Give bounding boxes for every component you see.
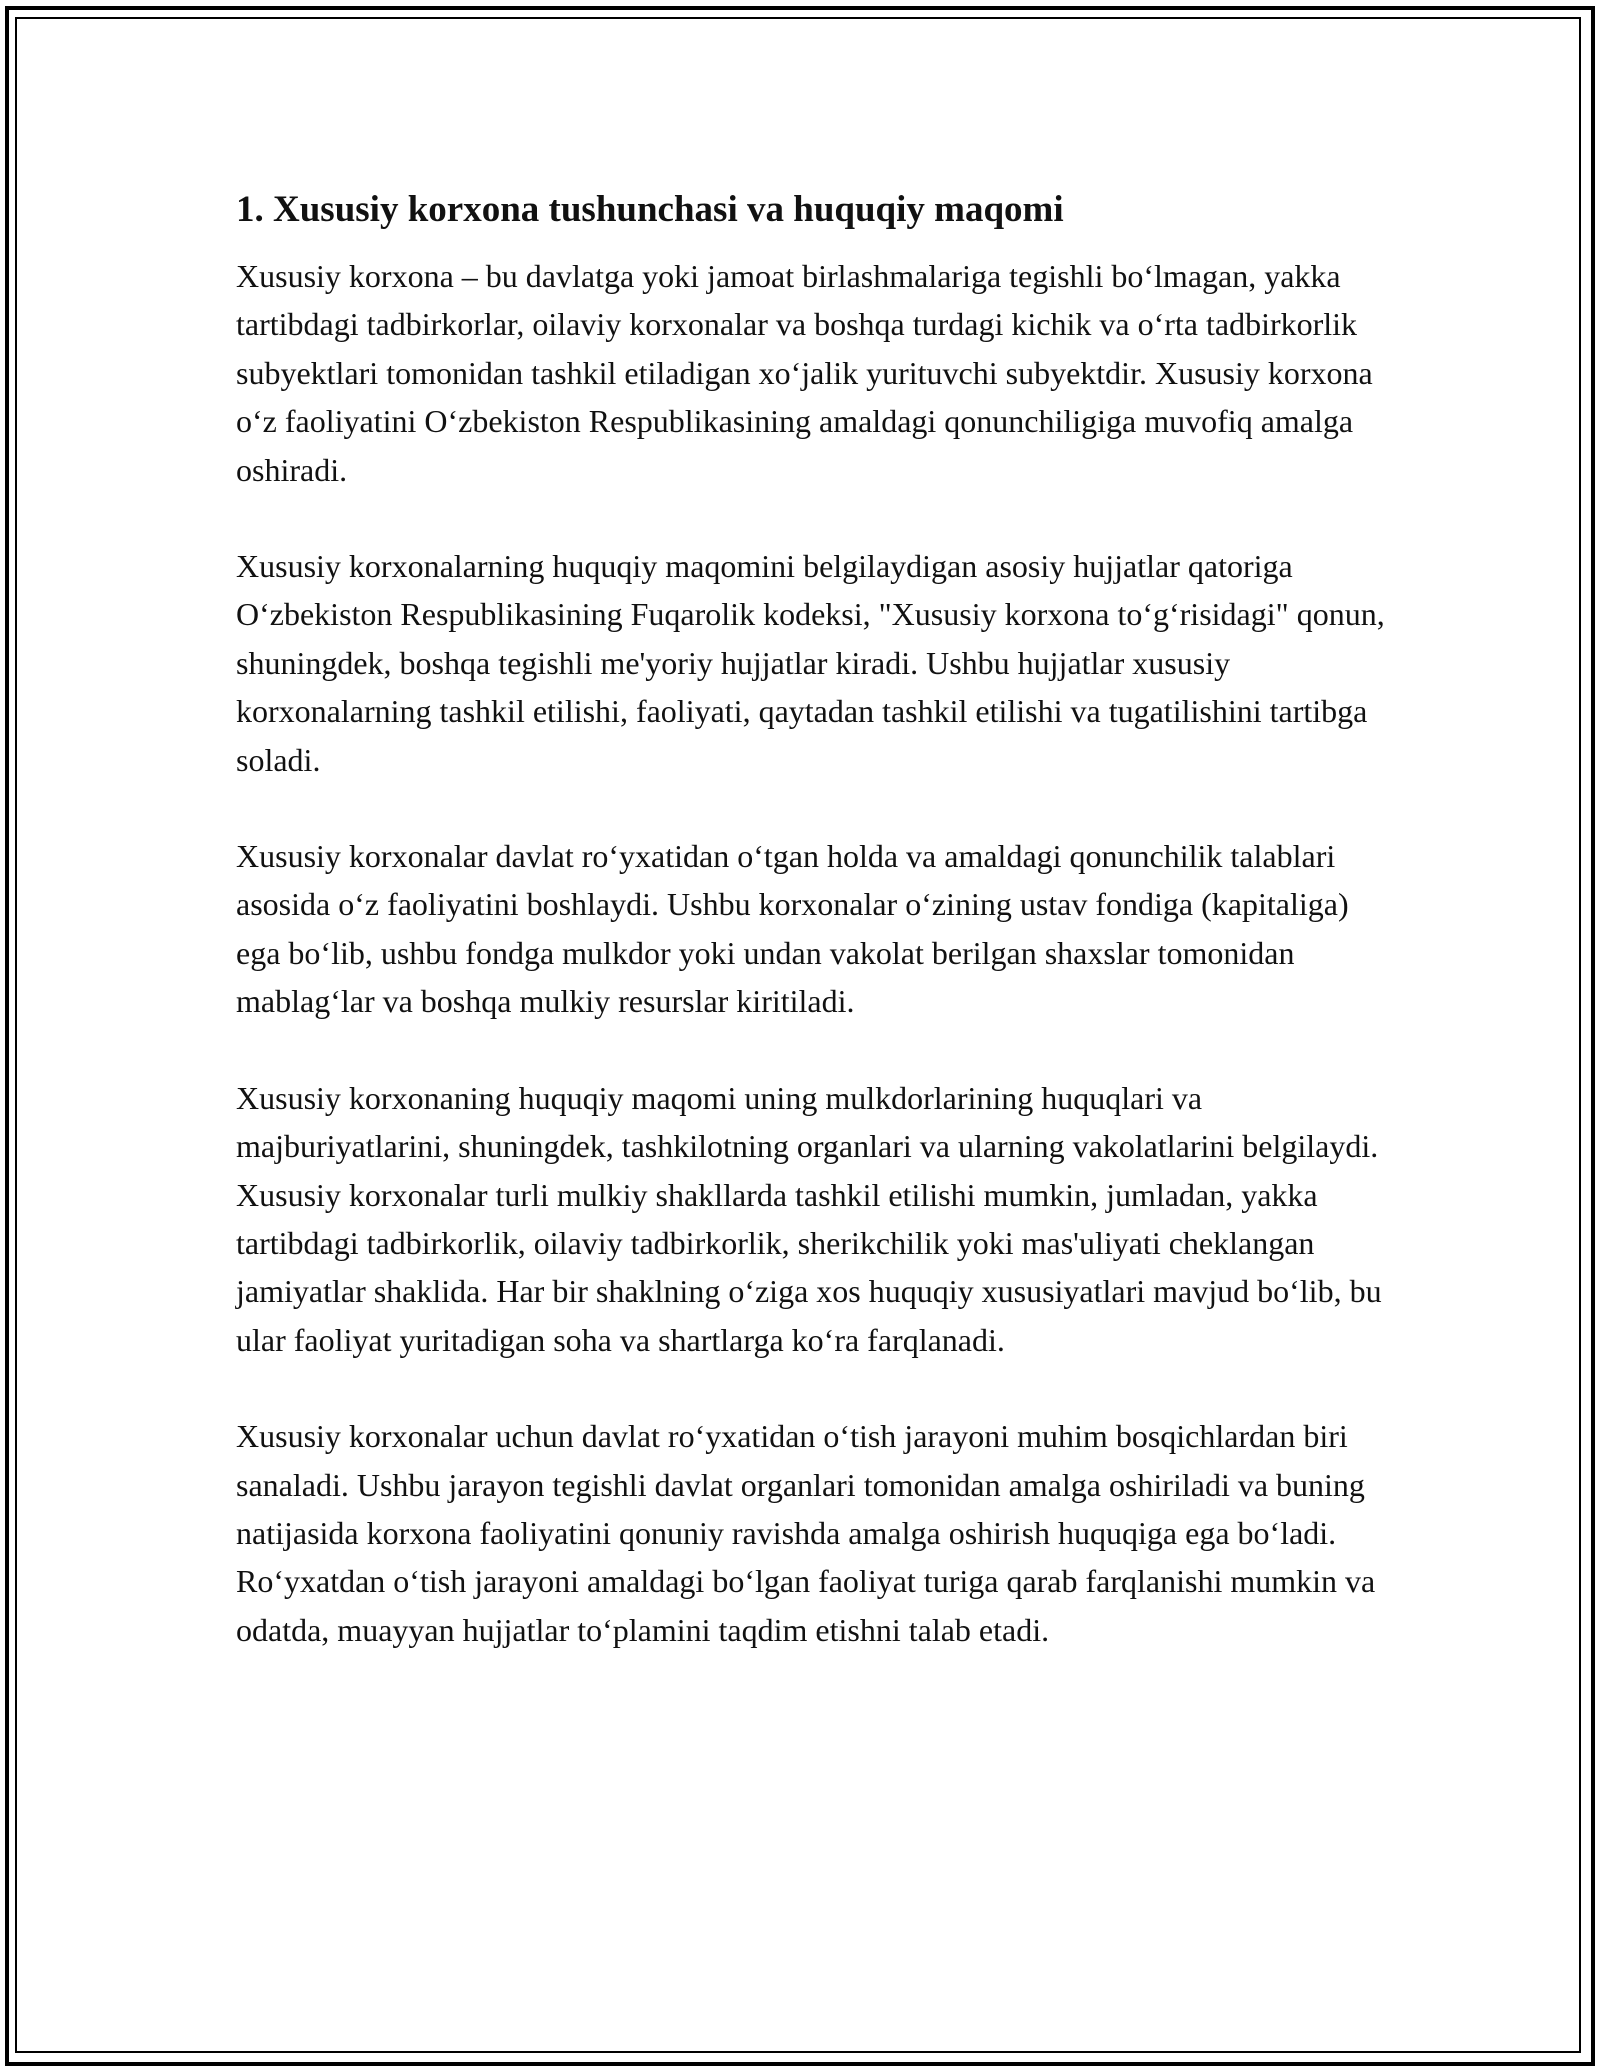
paragraph-1: Xususiy korxona – bu davlatga yoki jamoat birlashmalariga tegishli bo‘lmagan, yakka tartibdagi tadbirkorlar, oilaviy korxonalar va boshqa turdagi kichik va o‘rta tadbirkorlik subyektlari tomonidan tashkil etiladigan xo‘jalik yurituvchi subyektdir. Xususiy korxona o‘z faoliyatini O‘zbekiston Respublikasining amaldagi qonunchiligiga muvofiq amalga oshiradi. — [236, 258, 1373, 488]
paragraph-2: Xususiy korxonalarning huquqiy maqomini belgilaydigan asosiy hujjatlar qatoriga O‘zbekiston Respublikasining Fuqarolik kodeksi, "Xususiy korxona to‘g‘risidagi" qonun, shuningdek, boshqa tegishli me'yoriy hujjatlar kiradi. Ushbu hujjatlar xususiy korxonalarning tashkil etilishi, faoliyati, qaytadan tashkil etilishi va tugatilishini tartibga soladi. — [236, 548, 1385, 778]
paragraph-5: Xususiy korxonalar uchun davlat ro‘yxatidan o‘tish jarayoni muhim bosqichlardan biri sanaladi. Ushbu jarayon tegishli davlat organlari tomonidan amalga oshiriladi va buning natijasida korxona faoliyatini qonuniy ravishda amalga oshirish huquqiga ega bo‘ladi. Ro‘yxatdan o‘tish jarayoni amaldagi bo‘lgan faoliyat turiga qarab farqlanishi mumkin va odatda, muayyan hujjatlar to‘plamini taqdim etishni talab etadi. — [236, 1418, 1376, 1648]
paragraph-4: Xususiy korxonaning huquqiy maqomi uning mulkdorlarining huquqlari va majburiyatlarini, shuningdek, tashkilotning organlari va ularning vakolatlarini belgilaydi. Xususiy korxonalar turli mulkiy shakllarda tashkil etilishi mumkin, jumladan, yakka tartibdagi tadbirkorlik, oilaviy tadbirkorlik, sherikchilik yoki mas'uliyati cheklangan jamiyatlar shaklida. Har bir shaklning o‘ziga xos huquqiy xususiyatlari mavjud bo‘lib, bu ular faoliyat yuritadigan soha va shartlarga ko‘ra farqlanadi. — [236, 1079, 1382, 1358]
section-heading: 1. Xususiy korxona tushunchasi va huquqiy maqomi — [236, 189, 1064, 230]
document-body — [236, 186, 1386, 1702]
paragraph-3: Xususiy korxonalar davlat ro‘yxatidan o‘tgan holda va amaldagi qonunchilik talablari asosida o‘z faoliyatini boshlaydi. Ushbu korxonalar o‘zining ustav fondiga (kapitaliga) ega bo‘lib, ushbu fondga mulkdor yoki undan vakolat berilgan shaxslar tomonidan mablag‘lar va boshqa mulkiy resurslar kiritiladi. — [236, 838, 1349, 1020]
